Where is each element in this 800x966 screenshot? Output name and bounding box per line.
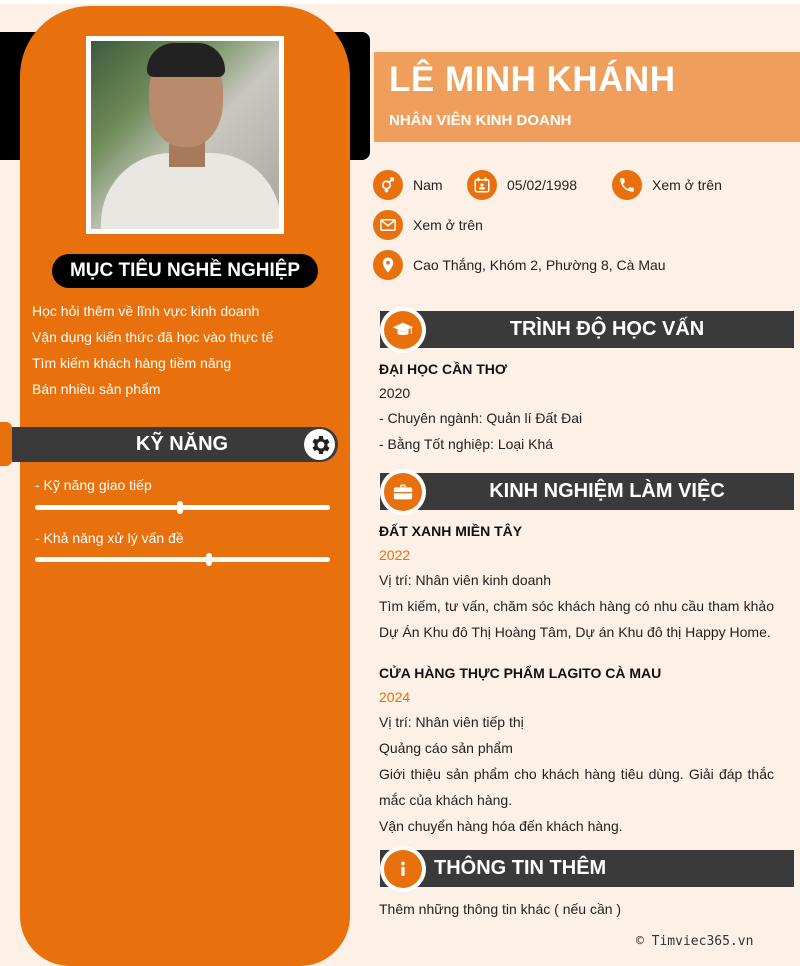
company-name: CỬA HÀNG THỰC PHẨM LAGITO CÀ MAU — [379, 665, 662, 681]
profile-photo — [86, 36, 284, 234]
objective-title: MỤC TIÊU NGHỀ NGHIỆP — [52, 254, 318, 288]
skills-tab-decor — [0, 422, 12, 466]
info-icon — [380, 846, 426, 892]
address-text: Cao Thắng, Khóm 2, Phường 8, Cà Mau — [413, 257, 666, 273]
phone-icon — [612, 170, 642, 200]
skill-bar-problem-solving — [35, 557, 330, 562]
objective-item: Vận dụng kiến thức đã học vào thực tế — [32, 329, 274, 345]
full-name: LÊ MINH KHÁNH — [389, 60, 676, 99]
extra-info-text: Thêm những thông tin khác ( nếu cần ) — [379, 901, 622, 917]
avatar — [91, 41, 279, 229]
objective-list — [32, 302, 332, 406]
location-icon — [373, 250, 403, 280]
objective-item: Học hỏi thêm về lĩnh vực kinh doanh — [32, 303, 260, 319]
calendar-icon — [467, 170, 497, 200]
name-header — [374, 52, 800, 142]
job-year: 2024 — [379, 689, 411, 705]
email-text: Xem ở trên — [413, 217, 483, 233]
email-icon — [373, 210, 403, 240]
school-name: ĐẠI HỌC CẦN THƠ — [379, 361, 507, 377]
experience-header — [380, 473, 794, 510]
skill-bar-communication — [35, 505, 330, 510]
skill-label-communication: - Kỹ năng giao tiếp — [35, 477, 152, 493]
phone-text: Xem ở trên — [652, 177, 722, 193]
skill-knob[interactable] — [177, 501, 183, 514]
job-description: Vận chuyển hàng hóa đến khách hàng. — [379, 818, 623, 834]
job-year: 2022 — [379, 547, 411, 563]
top-border — [0, 0, 800, 4]
job-position: Vị trí: Nhân viên tiếp thị — [379, 714, 524, 730]
experience-title: KINH NGHIỆM LÀM VIỆC — [489, 480, 725, 502]
skills-header — [12, 427, 338, 462]
education-title: TRÌNH ĐỘ HỌC VẤN — [509, 318, 705, 340]
education-detail: - Chuyên ngành: Quản lí Đất Đai — [379, 410, 583, 426]
education-header — [380, 311, 794, 348]
skills-title: KỸ NĂNG — [135, 433, 229, 455]
job-title: NHÂN VIÊN KINH DOANH — [389, 112, 572, 129]
extra-info-title: THÔNG TIN THÊM — [434, 857, 607, 879]
job-description: Quảng cáo sản phẩm — [379, 740, 513, 756]
education-detail: - Bằng Tốt nghiệp: Loại Khá — [379, 436, 554, 452]
watermark-footer: © Timviec365.vn — [636, 934, 754, 949]
skill-knob[interactable] — [206, 553, 212, 566]
extra-info-header — [380, 850, 794, 887]
job-description: Tìm kiếm, tư vấn, chăm sóc khách hàng có nhu cầu tham khảo Dự Án Khu đô Thị Hoàng Tâm, Dự án Khu đô thị Happy Home. — [379, 598, 774, 640]
job-description: Giới thiệu sản phẩm cho khách hàng tiêu dùng. Giải đáp thắc mắc của khách hàng. — [379, 766, 774, 808]
objective-item: Bán nhiều sản phẩm — [32, 381, 161, 397]
objective-item: Tìm kiếm khách hàng tiềm năng — [32, 355, 232, 371]
gender-text: Nam — [413, 177, 443, 193]
briefcase-icon — [380, 469, 426, 515]
gear-icon — [304, 429, 335, 460]
company-name: ĐẤT XANH MIỀN TÂY — [379, 523, 523, 539]
graduation-year: 2020 — [379, 385, 411, 401]
gender-icon — [373, 170, 403, 200]
birthday-text: 05/02/1998 — [507, 177, 578, 193]
graduation-cap-icon — [380, 307, 426, 353]
skill-label-problem-solving: - Khả năng xử lý vấn đề — [35, 530, 184, 546]
job-position: Vị trí: Nhân viên kinh doanh — [379, 572, 551, 588]
